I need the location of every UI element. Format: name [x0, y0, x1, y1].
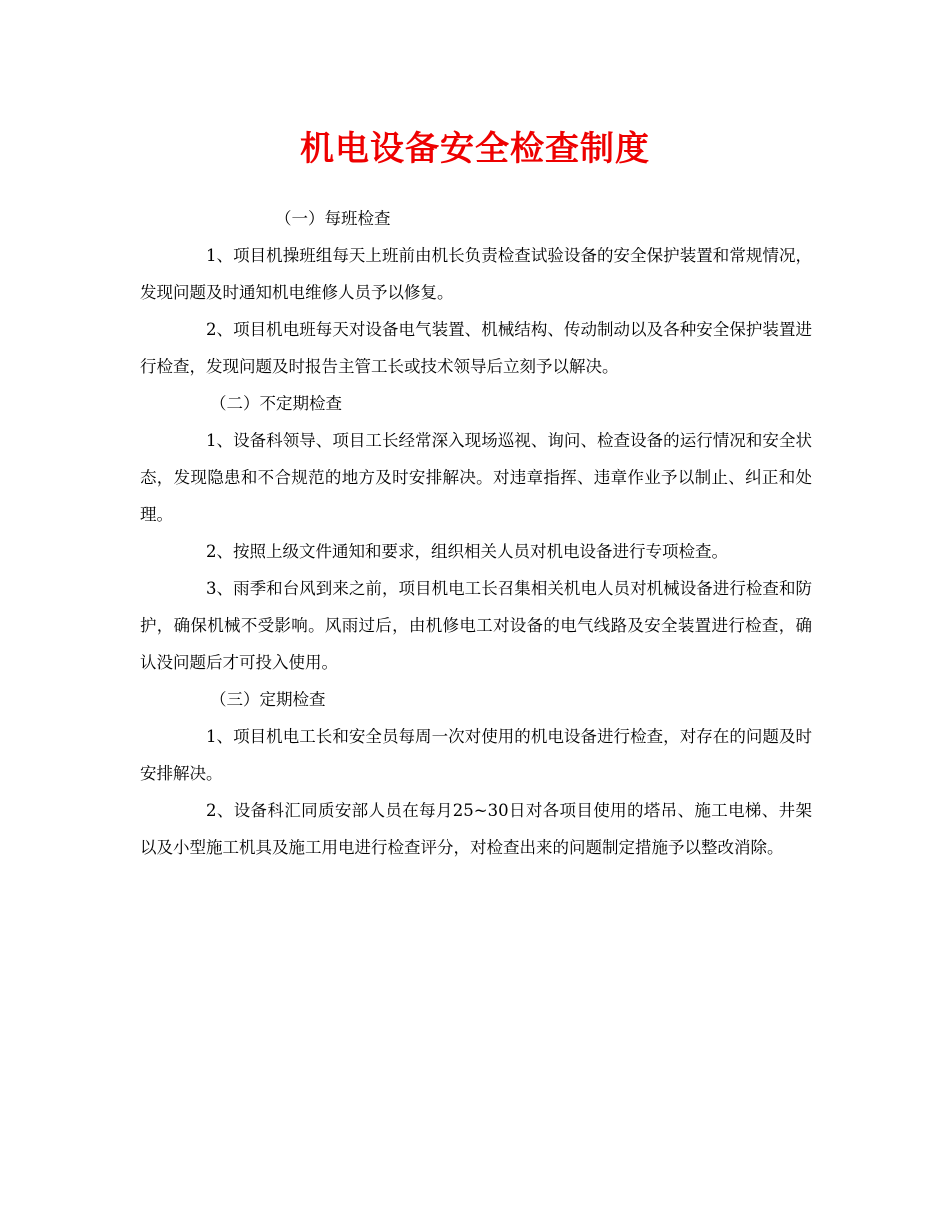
- paragraph: 3、雨季和台风到来之前，项目机电工长召集相关机电人员对机械设备进行检查和防护，确保机械不受影响。风雨过后，由机修电工对设备的电气线路及安全装置进行检查，确认没问题后才可投入使用。: [140, 579, 812, 672]
- document-body: [140, 200, 812, 866]
- paragraph: 2、按照上级文件通知和要求，组织相关人员对机电设备进行专项检查。: [206, 542, 728, 561]
- paragraph: 1、项目机操班组每天上班前由机长负责检查试验设备的安全保护装置和常规情况，发现问题及时通知机电维修人员予以修复。: [140, 246, 812, 302]
- section-heading-irregular: （二）不定期检查: [210, 394, 342, 413]
- paragraph: 1、项目机电工长和安全员每周一次对使用的机电设备进行检查，对存在的问题及时安排解决。: [140, 727, 812, 783]
- paragraph: 1、设备科领导、项目工长经常深入现场巡视、询问、检查设备的运行情况和安全状态，发现隐患和不合规范的地方及时安排解决。对违章指挥、违章作业予以制止、纠正和处理。: [140, 431, 812, 524]
- document-title: 机电设备安全检查制度: [300, 129, 650, 169]
- paragraph: 2、项目机电班每天对设备电气装置、机械结构、传动制动以及各种安全保护装置进行检查，发现问题及时报告主管工长或技术领导后立刻予以解决。: [140, 320, 812, 376]
- section-heading-daily: （一）每班检查: [275, 209, 391, 228]
- paragraph: 2、设备科汇同质安部人员在每月25~30日对各项目使用的塔吊、施工电梯、井架以及小型施工机具及施工用电进行检查评分，对检查出来的问题制定措施予以整改消除。: [140, 801, 812, 857]
- section-heading-periodic: （三）定期检查: [210, 690, 326, 709]
